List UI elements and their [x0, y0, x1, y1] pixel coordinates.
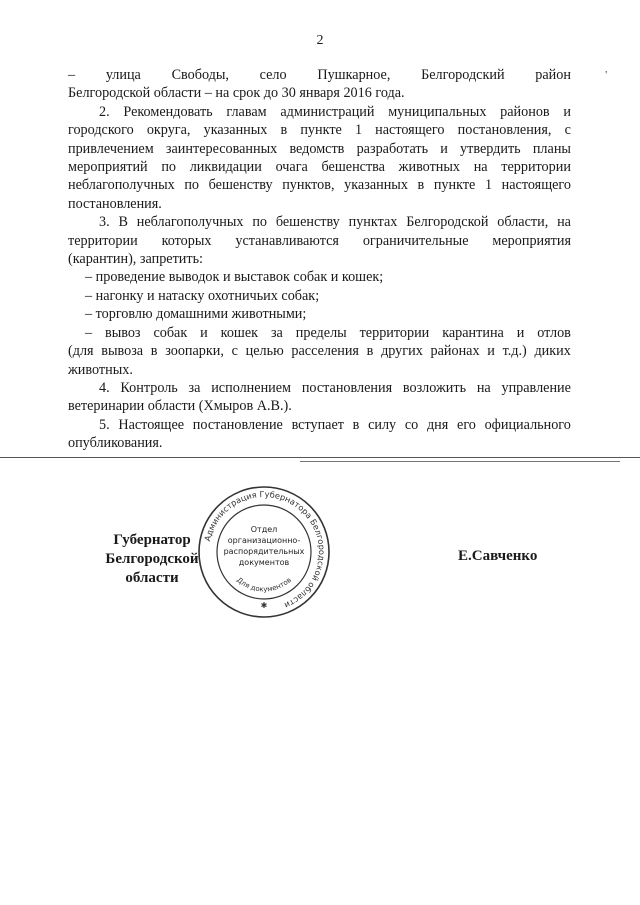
p2-line2 — [68, 121, 571, 139]
word: по — [161, 159, 177, 176]
word: кошек — [220, 324, 259, 341]
word: зоопарки, — [165, 343, 224, 360]
word: Белгородский — [421, 67, 505, 83]
word: Пушкарное, — [317, 67, 391, 83]
word: вывоз — [105, 324, 141, 341]
word: 1 — [484, 177, 493, 194]
p3-item4-line1 — [68, 324, 571, 342]
word: и — [440, 140, 448, 157]
word: вступает — [291, 416, 344, 433]
p1-line1 — [68, 66, 571, 84]
word: диких — [534, 343, 571, 360]
word: мероприятий — [68, 159, 148, 176]
p3-item4-line2 — [68, 342, 571, 360]
word: дня — [426, 416, 449, 433]
word: ликвидации — [189, 159, 262, 176]
word: районах — [430, 343, 480, 360]
word: утвердить — [460, 140, 521, 157]
word: в — [280, 122, 288, 139]
p2-line4 — [68, 158, 571, 176]
word: мероприятия — [492, 232, 571, 249]
svg-text:Для документов — [235, 576, 293, 594]
stamp-inner-line4: документов — [238, 558, 290, 567]
p3-item4-line3: животных. — [68, 361, 133, 378]
p3-line1 — [68, 213, 571, 231]
word: указанных — [344, 177, 408, 194]
word: силу — [368, 416, 397, 433]
word: (для — [68, 343, 94, 360]
word: округа, — [146, 122, 191, 139]
word: со — [404, 416, 419, 433]
word: пункте — [300, 122, 342, 139]
word: расселения — [291, 343, 359, 360]
word: городского — [68, 122, 134, 139]
word: Рекомендовать — [123, 103, 213, 120]
word: неблагополучных — [68, 177, 175, 194]
word: – — [85, 324, 93, 341]
word: бешенства — [321, 159, 385, 176]
stamp-outer-text: Администрация Губернатора Белгородской области — [202, 488, 328, 611]
p3-item1: – проведение выводок и выставок собак и кошек; — [85, 269, 384, 286]
document-body — [68, 66, 571, 453]
p2-line6: постановления. — [68, 195, 162, 212]
word: которых — [161, 232, 212, 249]
word: на — [557, 214, 571, 231]
word: ограничительные — [362, 232, 469, 249]
word: бешенству — [208, 177, 273, 194]
word: привлечением — [68, 140, 154, 157]
word: и — [200, 324, 208, 341]
word: и — [563, 103, 571, 120]
word: животных — [398, 159, 460, 176]
word: пределы — [295, 324, 347, 341]
p3-item3: – торговлю домашними животными; — [85, 306, 307, 323]
stamp-inner-line1: Отдел — [250, 525, 278, 534]
word: – — [68, 67, 76, 83]
word: Настоящее — [118, 416, 185, 433]
word: возложить — [402, 379, 467, 396]
word: исполнением — [211, 379, 292, 396]
word: и — [487, 343, 495, 360]
p2-line5 — [68, 176, 571, 194]
page-number: 2 — [316, 33, 324, 48]
word: территории — [359, 324, 430, 341]
word: в — [150, 343, 158, 360]
word: муниципальных — [388, 103, 487, 120]
word: неблагополучных — [136, 214, 244, 231]
word: с — [564, 122, 571, 139]
word: за — [270, 324, 283, 341]
word: планы — [532, 140, 571, 157]
word: управление — [501, 379, 571, 396]
word: целью — [245, 343, 284, 360]
word: пунктов, — [282, 177, 335, 194]
signature-title-line1: Губернатор — [113, 532, 191, 548]
word: постановление — [192, 416, 283, 433]
word: официального — [484, 416, 571, 433]
word: в — [352, 416, 360, 433]
stamp-inner-line2: организационно- — [227, 536, 301, 545]
word: вывоза — [101, 343, 144, 360]
word: администраций — [280, 103, 375, 120]
word: территории — [501, 159, 571, 176]
p3-line3: (карантин), запретить: — [68, 251, 203, 268]
word: районов — [500, 103, 550, 120]
word: т.д.) — [502, 343, 527, 360]
official-stamp — [196, 484, 332, 620]
word: Свободы, — [171, 67, 229, 83]
word: улица — [105, 67, 141, 83]
p2-line1 — [68, 103, 571, 121]
word: бешенству — [275, 214, 340, 231]
stamp-inner-line3: распорядительных — [223, 547, 305, 556]
word: 1 — [354, 122, 363, 139]
word: район — [535, 67, 571, 83]
p3-line2 — [68, 232, 571, 250]
word: пункте — [433, 177, 476, 194]
word: Белгородской — [406, 214, 489, 231]
separator-line-secondary — [300, 461, 620, 462]
word: и — [516, 324, 525, 341]
word: разработать — [356, 140, 429, 157]
p5-line2: опубликования. — [68, 435, 163, 452]
word: карантина — [442, 324, 504, 341]
word: 2. — [99, 103, 110, 120]
word: на — [473, 159, 488, 176]
word: других — [381, 343, 423, 360]
word: село — [259, 67, 287, 83]
word: постановления — [301, 379, 393, 396]
word: ведомств — [289, 140, 345, 157]
p5-line1 — [68, 416, 571, 434]
word: области, — [497, 214, 549, 231]
word: настоящего — [501, 177, 571, 194]
signature-title-line2: Белгородской области — [105, 551, 199, 586]
word: постановления, — [457, 122, 552, 139]
word: 5. — [99, 416, 110, 433]
word: с — [231, 343, 238, 360]
p3-item2: – нагонку и натаску охотничьих собак; — [85, 287, 320, 304]
word: в — [417, 177, 425, 194]
word: по — [252, 214, 267, 231]
word: в — [366, 343, 374, 360]
word: пунктах — [348, 214, 398, 231]
stamp-star-icon: ✱ — [260, 601, 268, 610]
word: заинтересованных — [165, 140, 278, 157]
word: территории — [68, 232, 138, 249]
word: устанавливаются — [235, 232, 339, 249]
word: 4. — [99, 379, 110, 396]
word: по — [184, 177, 200, 194]
word: отлов — [537, 324, 571, 341]
separator-line — [0, 457, 640, 458]
p4-line2: ветеринарии области (Хмыров А.В.). — [68, 398, 292, 415]
word: указанных — [203, 122, 268, 139]
word: за — [188, 379, 201, 396]
word: собак — [153, 324, 188, 341]
word: Контроль — [120, 379, 178, 396]
word: его — [457, 416, 476, 433]
word: настоящего — [375, 122, 445, 139]
p1-line2: Белгородской области – на срок до 30 января 2016 года. — [68, 85, 405, 102]
scan-mark: ' — [605, 70, 607, 81]
signature-name: Е.Савченко — [458, 548, 538, 564]
word: очага — [275, 159, 308, 176]
word: главам — [226, 103, 267, 120]
p2-line3 — [68, 140, 571, 158]
word: на — [476, 379, 491, 396]
stamp-bottom-text: Для документов — [235, 575, 293, 594]
word: 3. — [99, 214, 110, 231]
p4-line1 — [68, 379, 571, 397]
word: В — [118, 214, 128, 231]
